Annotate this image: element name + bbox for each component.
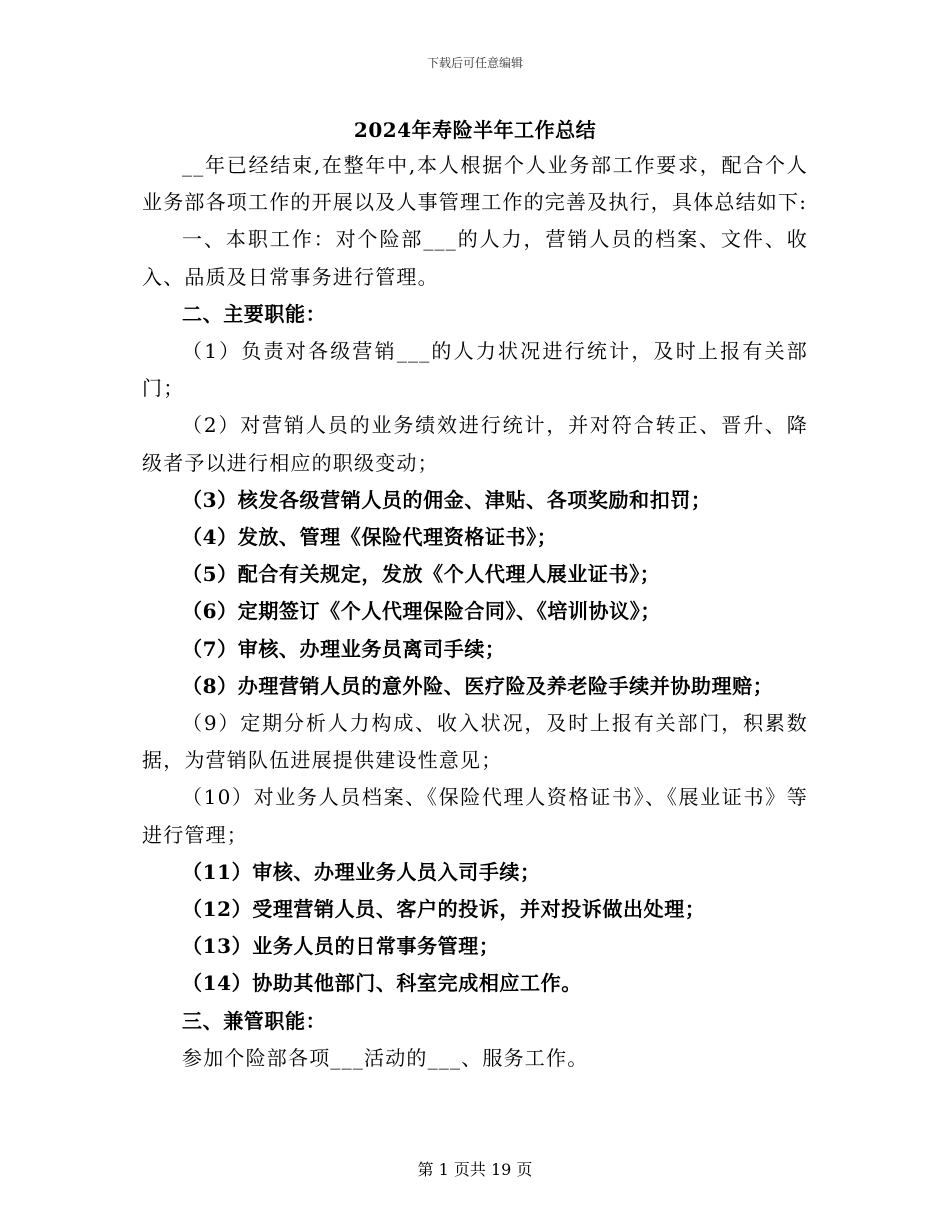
list-item: （1）负责对各级营销___的人力状况进行统计，及时上报有关部门； (142, 339, 808, 401)
list-item: （8）办理营销人员的意外险、医疗险及养老险手续并协助理赔； (182, 673, 774, 698)
document-title: 2024年寿险半年工作总结 (353, 118, 597, 142)
paragraph: 参加个险部各项___活动的___、服务工作。 (182, 1045, 589, 1070)
list-item: （10）对业务人员档案、《保险代理人资格证书》、《展业证书》等进行管理； (142, 785, 808, 847)
list-item: （6）定期签订《个人代理保险合同》、《培训协议》； (182, 599, 661, 624)
list-item: （11）审核、办理业务人员入司手续； (182, 859, 541, 884)
paragraph: __年已经结束,在整年中,本人根据个人业务部工作要求，配合个人业务部各项工作的开展以及人事管理工作的完善及执行，具体总结如下: (142, 153, 808, 215)
list-item: （13）业务人员的日常事务管理； (182, 934, 500, 959)
list-item: （5）配合有关规定，发放《个人代理人展业证书》； (182, 562, 661, 587)
section-heading: 二、主要职能： (182, 301, 327, 326)
list-item: （3）核发各级营销人员的佣金、津贴、各项奖励和扣罚； (182, 487, 712, 512)
list-item: （4）发放、管理《保险代理资格证书》； (182, 525, 558, 550)
list-item: （14）协助其他部门、科室完成相应工作。 (182, 971, 582, 996)
list-item: （2）对营销人员的业务绩效进行统计，并对符合转正、晋升、降级者予以进行相应的职级变动； (142, 413, 808, 475)
document-body (142, 147, 808, 1077)
list-item: （9）定期分析人力构成、收入状况，及时上报有关部门，积累数据，为营销队伍进展提供建设性意见； (142, 711, 808, 773)
page-footer: 第 1 页共 19 页 (417, 1160, 533, 1179)
list-item: （7）审核、办理业务员离司手续； (182, 636, 506, 661)
list-item: （12）受理营销人员、客户的投诉，并对投诉做出处理； (182, 897, 706, 922)
paragraph: 一、本职工作：对个险部___的人力，营销人员的档案、文件、收入、品质及日常事务进行管理。 (142, 227, 808, 289)
header-note: 下载后可任意编辑 (426, 56, 523, 70)
section-heading: 三、兼管职能： (182, 1008, 327, 1033)
